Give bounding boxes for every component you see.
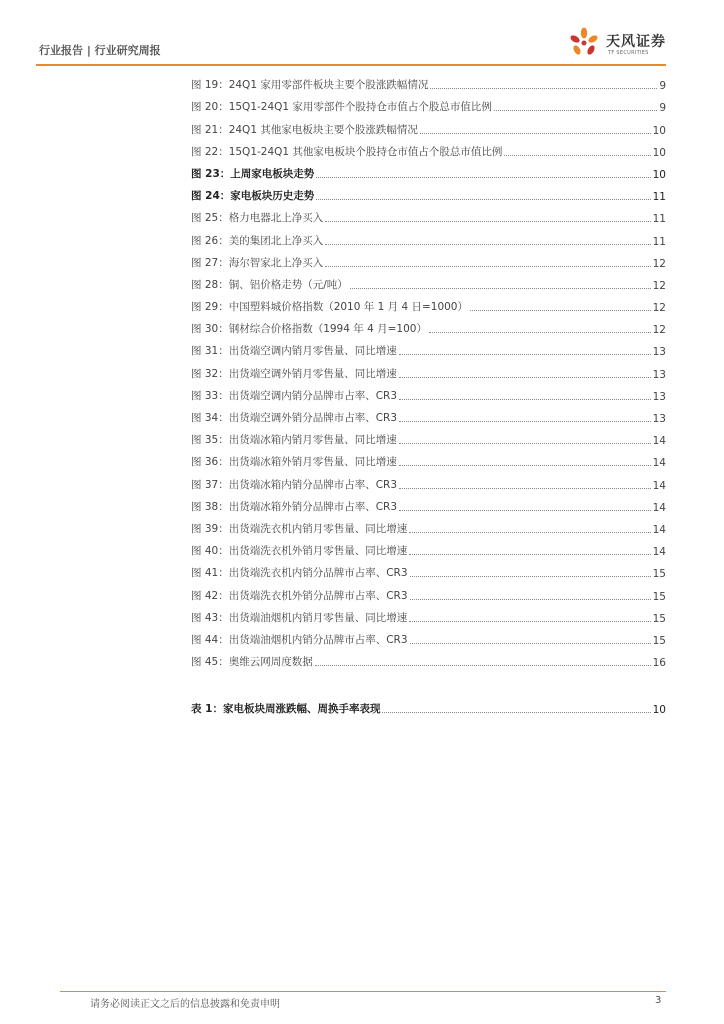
figure-entry[interactable] — [191, 403, 666, 425]
figure-entry-page-number: 9 — [659, 80, 666, 93]
figure-entry-label: 图 45：奥维云网周度数据 — [191, 656, 313, 669]
figure-entry-page-number: 11 — [652, 191, 666, 204]
company-logo — [566, 26, 676, 60]
dot-leader — [429, 332, 651, 333]
dot-leader — [316, 199, 650, 200]
logo-english-name: TF SECURITIES — [608, 50, 649, 56]
dot-leader — [420, 133, 651, 134]
figure-entry-label: 图 44：出货端油烟机内销分品牌市占率、CR3 — [191, 633, 408, 646]
figure-entry[interactable] — [191, 70, 666, 92]
dot-leader — [470, 310, 651, 311]
dot-leader — [409, 532, 650, 533]
dot-leader — [410, 643, 651, 644]
figure-entry[interactable] — [191, 159, 666, 181]
figure-entry[interactable] — [191, 203, 666, 225]
dot-leader — [399, 377, 651, 378]
figure-entry[interactable] — [191, 181, 666, 203]
figure-entry-label: 图 20：15Q1-24Q1 家用零部件个股持仓市值占个股总市值比例 — [191, 101, 492, 114]
page-number: 3 — [655, 995, 662, 1006]
dot-leader — [315, 665, 651, 666]
dot-leader — [325, 266, 650, 267]
dot-leader — [399, 488, 651, 489]
figure-entry-page-number: 13 — [652, 390, 666, 403]
figure-entry-label: 图 39：出货端洗衣机内销月零售量、同比增速 — [191, 522, 408, 535]
figure-entry-label: 图 22：15Q1-24Q1 其他家电板块个股持仓市值占个股总市值比例 — [191, 145, 503, 158]
figure-entry-label: 图 38：出货端冰箱外销分品牌市占率、CR3 — [191, 500, 398, 513]
figure-entry-label: 图 36：出货端冰箱外销月零售量、同比增速 — [191, 456, 397, 469]
figure-entry[interactable] — [191, 536, 666, 558]
figure-entry-label: 图 30：钢材综合价格指数（1994 年 4 月=100） — [191, 323, 427, 336]
figure-entry-page-number: 15 — [652, 634, 666, 647]
dot-leader — [399, 465, 651, 466]
figure-entry[interactable] — [191, 492, 666, 514]
dot-leader — [350, 288, 651, 289]
figure-entry-page-number: 10 — [652, 146, 666, 159]
figure-entry-label: 图 35：出货端冰箱内销月零售量、同比增速 — [191, 434, 397, 447]
figure-entry-page-number: 16 — [652, 657, 666, 670]
dot-leader — [399, 354, 651, 355]
figure-entry-page-number: 13 — [652, 413, 666, 425]
figure-entry-page-number: 12 — [652, 324, 666, 337]
figure-entry-label: 图 28：铜、铝价格走势（元/吨） — [191, 278, 348, 291]
dot-leader — [409, 621, 650, 622]
figure-entry-label: 图 19：24Q1 家用零部件板块主要个股涨跌幅情况 — [191, 79, 429, 92]
figure-entry[interactable] — [191, 292, 666, 314]
figure-entry-label: 图 41：出货端洗衣机内销分品牌市占率、CR3 — [191, 567, 408, 580]
dot-leader — [382, 712, 650, 713]
figure-entry-page-number: 14 — [652, 435, 666, 448]
figure-entry-label: 图 34：出货端空调外销分品牌市占率、CR3 — [191, 412, 398, 424]
figure-entry-label: 图 43：出货端油烟机内销月零售量、同比增速 — [191, 611, 408, 624]
figure-entry-page-number: 10 — [652, 124, 666, 137]
figure-entry-page-number: 15 — [652, 568, 666, 581]
figure-entry-label: 图 25：格力电器北上净买入 — [191, 212, 324, 225]
figure-entry[interactable] — [191, 248, 666, 270]
figure-entry-label: 图 40：出货端洗衣机外销月零售量、同比增速 — [191, 545, 408, 558]
figure-entry-label: 图 31：出货端空调内销月零售量、同比增速 — [191, 345, 397, 358]
figure-entry-page-number: 14 — [652, 523, 666, 536]
dot-leader — [399, 443, 651, 444]
figure-entry-page-number: 9 — [659, 102, 666, 115]
figure-entry[interactable] — [191, 625, 666, 647]
figure-entry[interactable] — [191, 469, 666, 491]
figure-entry[interactable] — [191, 580, 666, 602]
dot-leader — [410, 599, 651, 600]
figure-entry-label: 图 32：出货端空调外销月零售量、同比增速 — [191, 367, 397, 380]
figure-entry-label: 图 24：家电板块历史走势 — [191, 190, 315, 203]
figure-entry[interactable] — [191, 647, 666, 669]
figure-entry[interactable] — [191, 358, 666, 380]
figure-entry-page-number: 14 — [652, 457, 666, 470]
figure-entry-label: 图 21：24Q1 其他家电板块主要个股涨跌幅情况 — [191, 123, 418, 136]
figure-entry-page-number: 13 — [652, 368, 666, 381]
table-entry-label: 表 1：家电板块周涨跌幅、周换手率表现 — [191, 703, 381, 716]
figure-entry-label: 图 33：出货端空调内销分品牌市占率、CR3 — [191, 389, 398, 402]
figure-entry[interactable] — [191, 425, 666, 447]
figure-entry-label: 图 27：海尔智家北上净买入 — [191, 256, 324, 269]
table-entry-page-number: 10 — [652, 704, 666, 717]
figure-entry-page-number: 14 — [652, 501, 666, 514]
dot-leader — [325, 244, 650, 245]
figure-entry[interactable] — [191, 603, 666, 625]
table-table-of-contents — [191, 694, 666, 716]
figure-entry[interactable] — [191, 225, 666, 247]
figure-entry-page-number: 12 — [652, 257, 666, 270]
figure-entry[interactable] — [191, 314, 666, 336]
figure-entry[interactable] — [191, 270, 666, 292]
figure-entry-page-number: 15 — [652, 612, 666, 625]
dot-leader — [430, 88, 657, 89]
figure-entry-page-number: 11 — [652, 213, 666, 226]
figure-entry-label: 图 23：上周家电板块走势 — [191, 167, 315, 180]
header-divider — [36, 64, 666, 66]
figure-entry[interactable] — [191, 137, 666, 159]
figure-entry-page-number: 13 — [652, 346, 666, 359]
figure-entry-page-number: 12 — [652, 279, 666, 292]
logo-chinese-name: 天风证券 — [606, 34, 666, 50]
figure-table-of-contents — [191, 70, 666, 669]
figure-entry[interactable] — [191, 447, 666, 469]
figure-entry[interactable] — [191, 381, 666, 403]
figure-entry-page-number: 10 — [652, 168, 666, 181]
figure-entry[interactable] — [191, 558, 666, 580]
figure-entry[interactable] — [191, 336, 666, 358]
dot-leader — [325, 221, 650, 222]
figure-entry-page-number: 11 — [652, 235, 666, 248]
dot-leader — [399, 399, 651, 400]
figure-entry-label: 图 26：美的集团北上净买入 — [191, 234, 324, 247]
logo-petal-icon — [566, 26, 602, 60]
figure-entry-page-number: 14 — [652, 546, 666, 559]
figure-entry-page-number: 15 — [652, 590, 666, 603]
dot-leader — [409, 554, 650, 555]
dot-leader — [399, 510, 651, 511]
dot-leader — [494, 110, 657, 111]
figure-entry-page-number: 12 — [652, 302, 666, 315]
figure-entry-label: 图 29：中国塑料城价格指数（2010 年 1 月 4 日=1000） — [191, 301, 468, 314]
footer-divider — [60, 991, 666, 992]
figure-entry-label: 图 42：出货端洗衣机外销分品牌市占率、CR3 — [191, 589, 408, 602]
figure-entry-page-number: 14 — [652, 479, 666, 492]
dot-leader — [410, 576, 651, 577]
dot-leader — [316, 177, 650, 178]
report-type-title: 行业报告 | 行业研究周报 — [39, 44, 161, 57]
table-entry[interactable] — [191, 694, 666, 716]
figure-entry[interactable] — [191, 92, 666, 114]
figure-entry[interactable] — [191, 514, 666, 536]
figure-entry[interactable] — [191, 114, 666, 136]
footer-disclaimer: 请务必阅读正文之后的信息披露和免责申明 — [90, 999, 280, 1010]
dot-leader — [399, 421, 651, 422]
figure-entry-label: 图 37：出货端冰箱内销分品牌市占率、CR3 — [191, 478, 398, 491]
dot-leader — [504, 155, 650, 156]
